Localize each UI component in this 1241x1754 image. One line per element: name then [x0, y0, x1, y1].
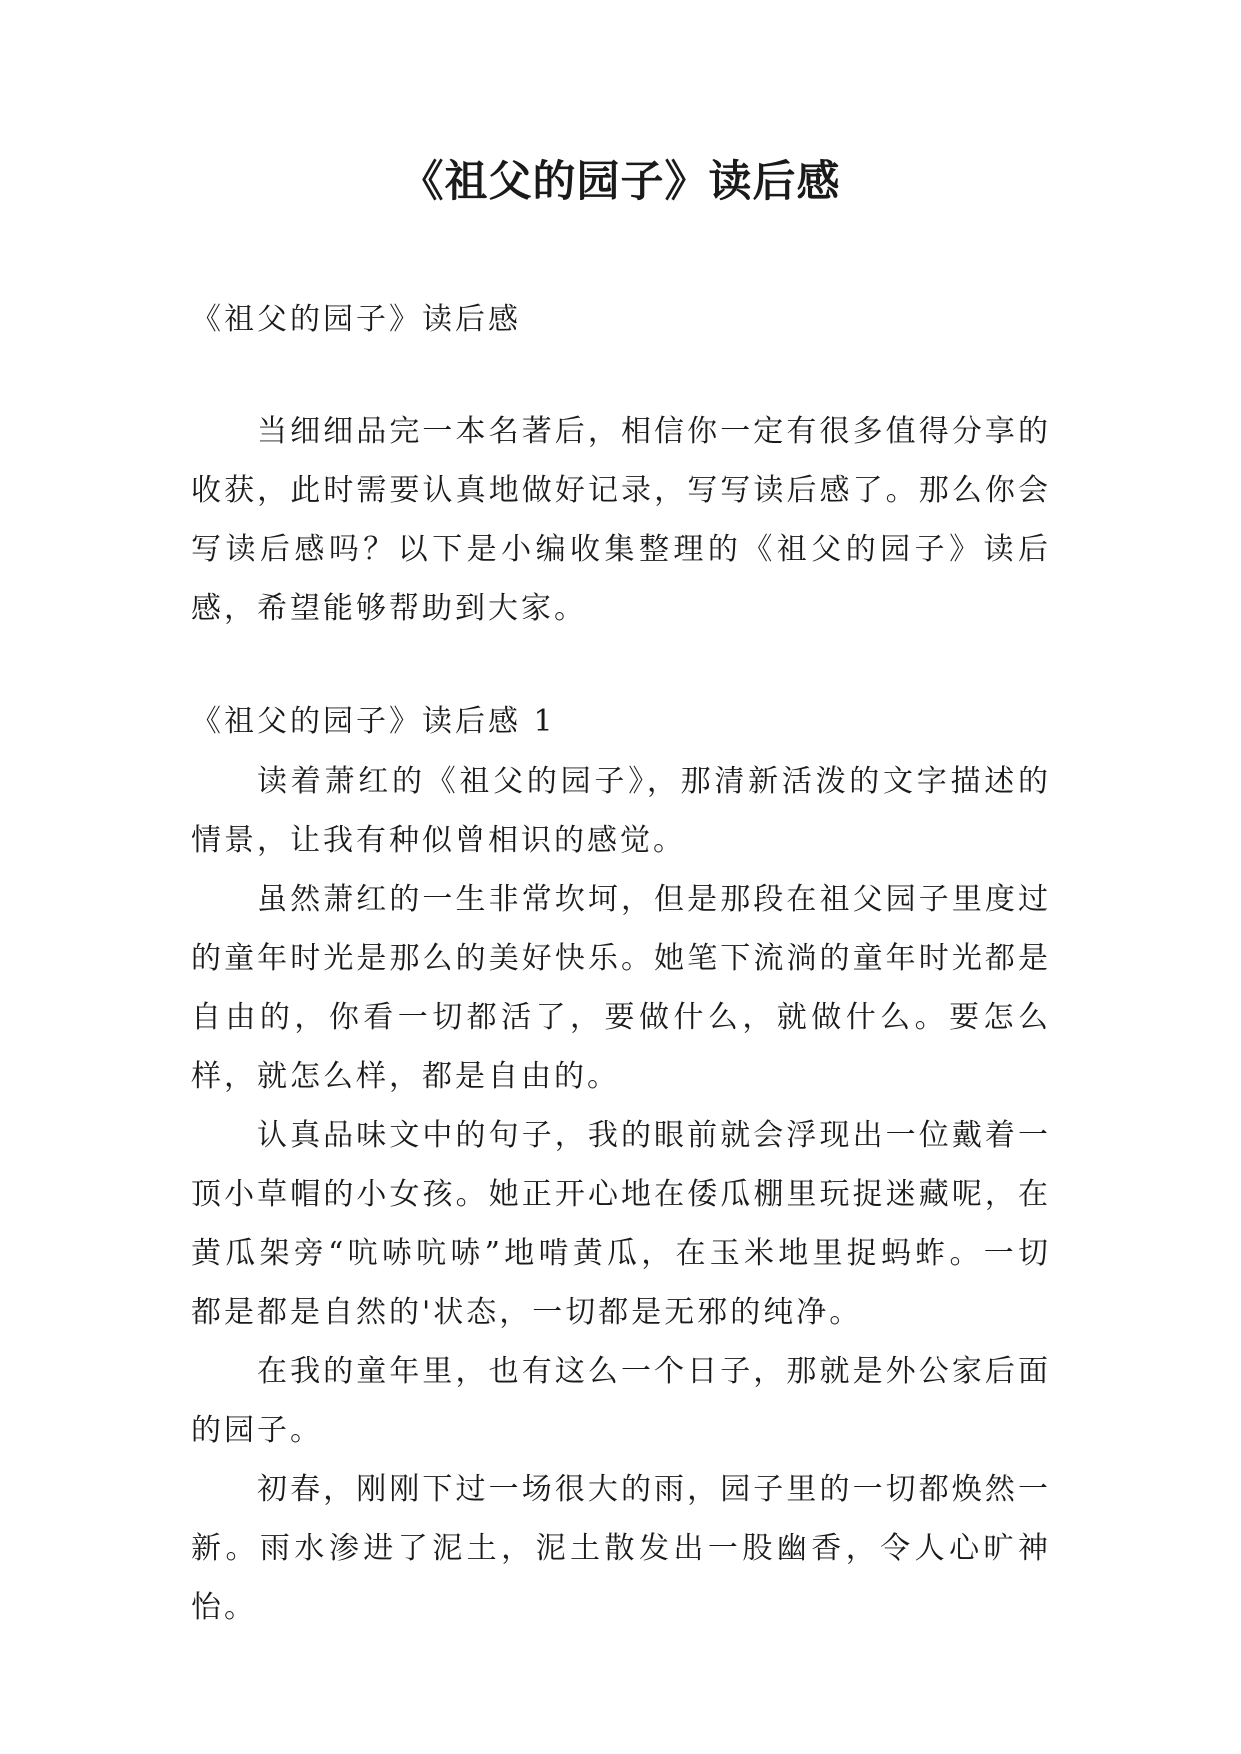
essay-paragraph: 虽然萧红的一生非常坎坷，但是那段在祖父园子里度过的童年时光是那么的美好快乐。她笔下流淌的童年时光都是自由的，你看一切都活了，要做什么，就做什么。要怎么样，就怎么样，都是自由的。: [191, 882, 1051, 1094]
essay-section: [191, 692, 1051, 1637]
document-subtitle: 《祖父的园子》读后感: [191, 302, 521, 337]
section-heading: 《祖父的园子》读后感 1: [191, 704, 556, 739]
essay-paragraph: 在我的童年里，也有这么一个日子，那就是外公家后面的园子。: [191, 1354, 1051, 1448]
essay-paragraph: 读着萧红的《祖父的园子》，那清新活泼的文字描述的情景，让我有种似曾相识的感觉。: [191, 764, 1051, 858]
intro-paragraph: 当细细品完一本名著后，相信你一定有很多值得分享的收获，此时需要认真地做好记录，写写读后感了。那么你会写读后感吗？以下是小编收集整理的《祖父的园子》读后感，希望能够帮助到大家。: [191, 414, 1051, 626]
essay-paragraph: 初春，刚刚下过一场很大的雨，园子里的一切都焕然一新。雨水渗进了泥土，泥土散发出一股幽香，令人心旷神怡。: [191, 1472, 1051, 1625]
document-title: 《祖父的园子》读后感: [400, 157, 841, 207]
essay-paragraph: 认真品味文中的句子，我的眼前就会浮现出一位戴着一顶小草帽的小女孩。她正开心地在倭瓜棚里玩捉迷藏呢，在黄瓜架旁“吭哧吭哧”地啃黄瓜，在玉米地里捉蚂蚱。一切都是都是自然的'状态，一切都是无邪的纯净。: [191, 1118, 1051, 1330]
